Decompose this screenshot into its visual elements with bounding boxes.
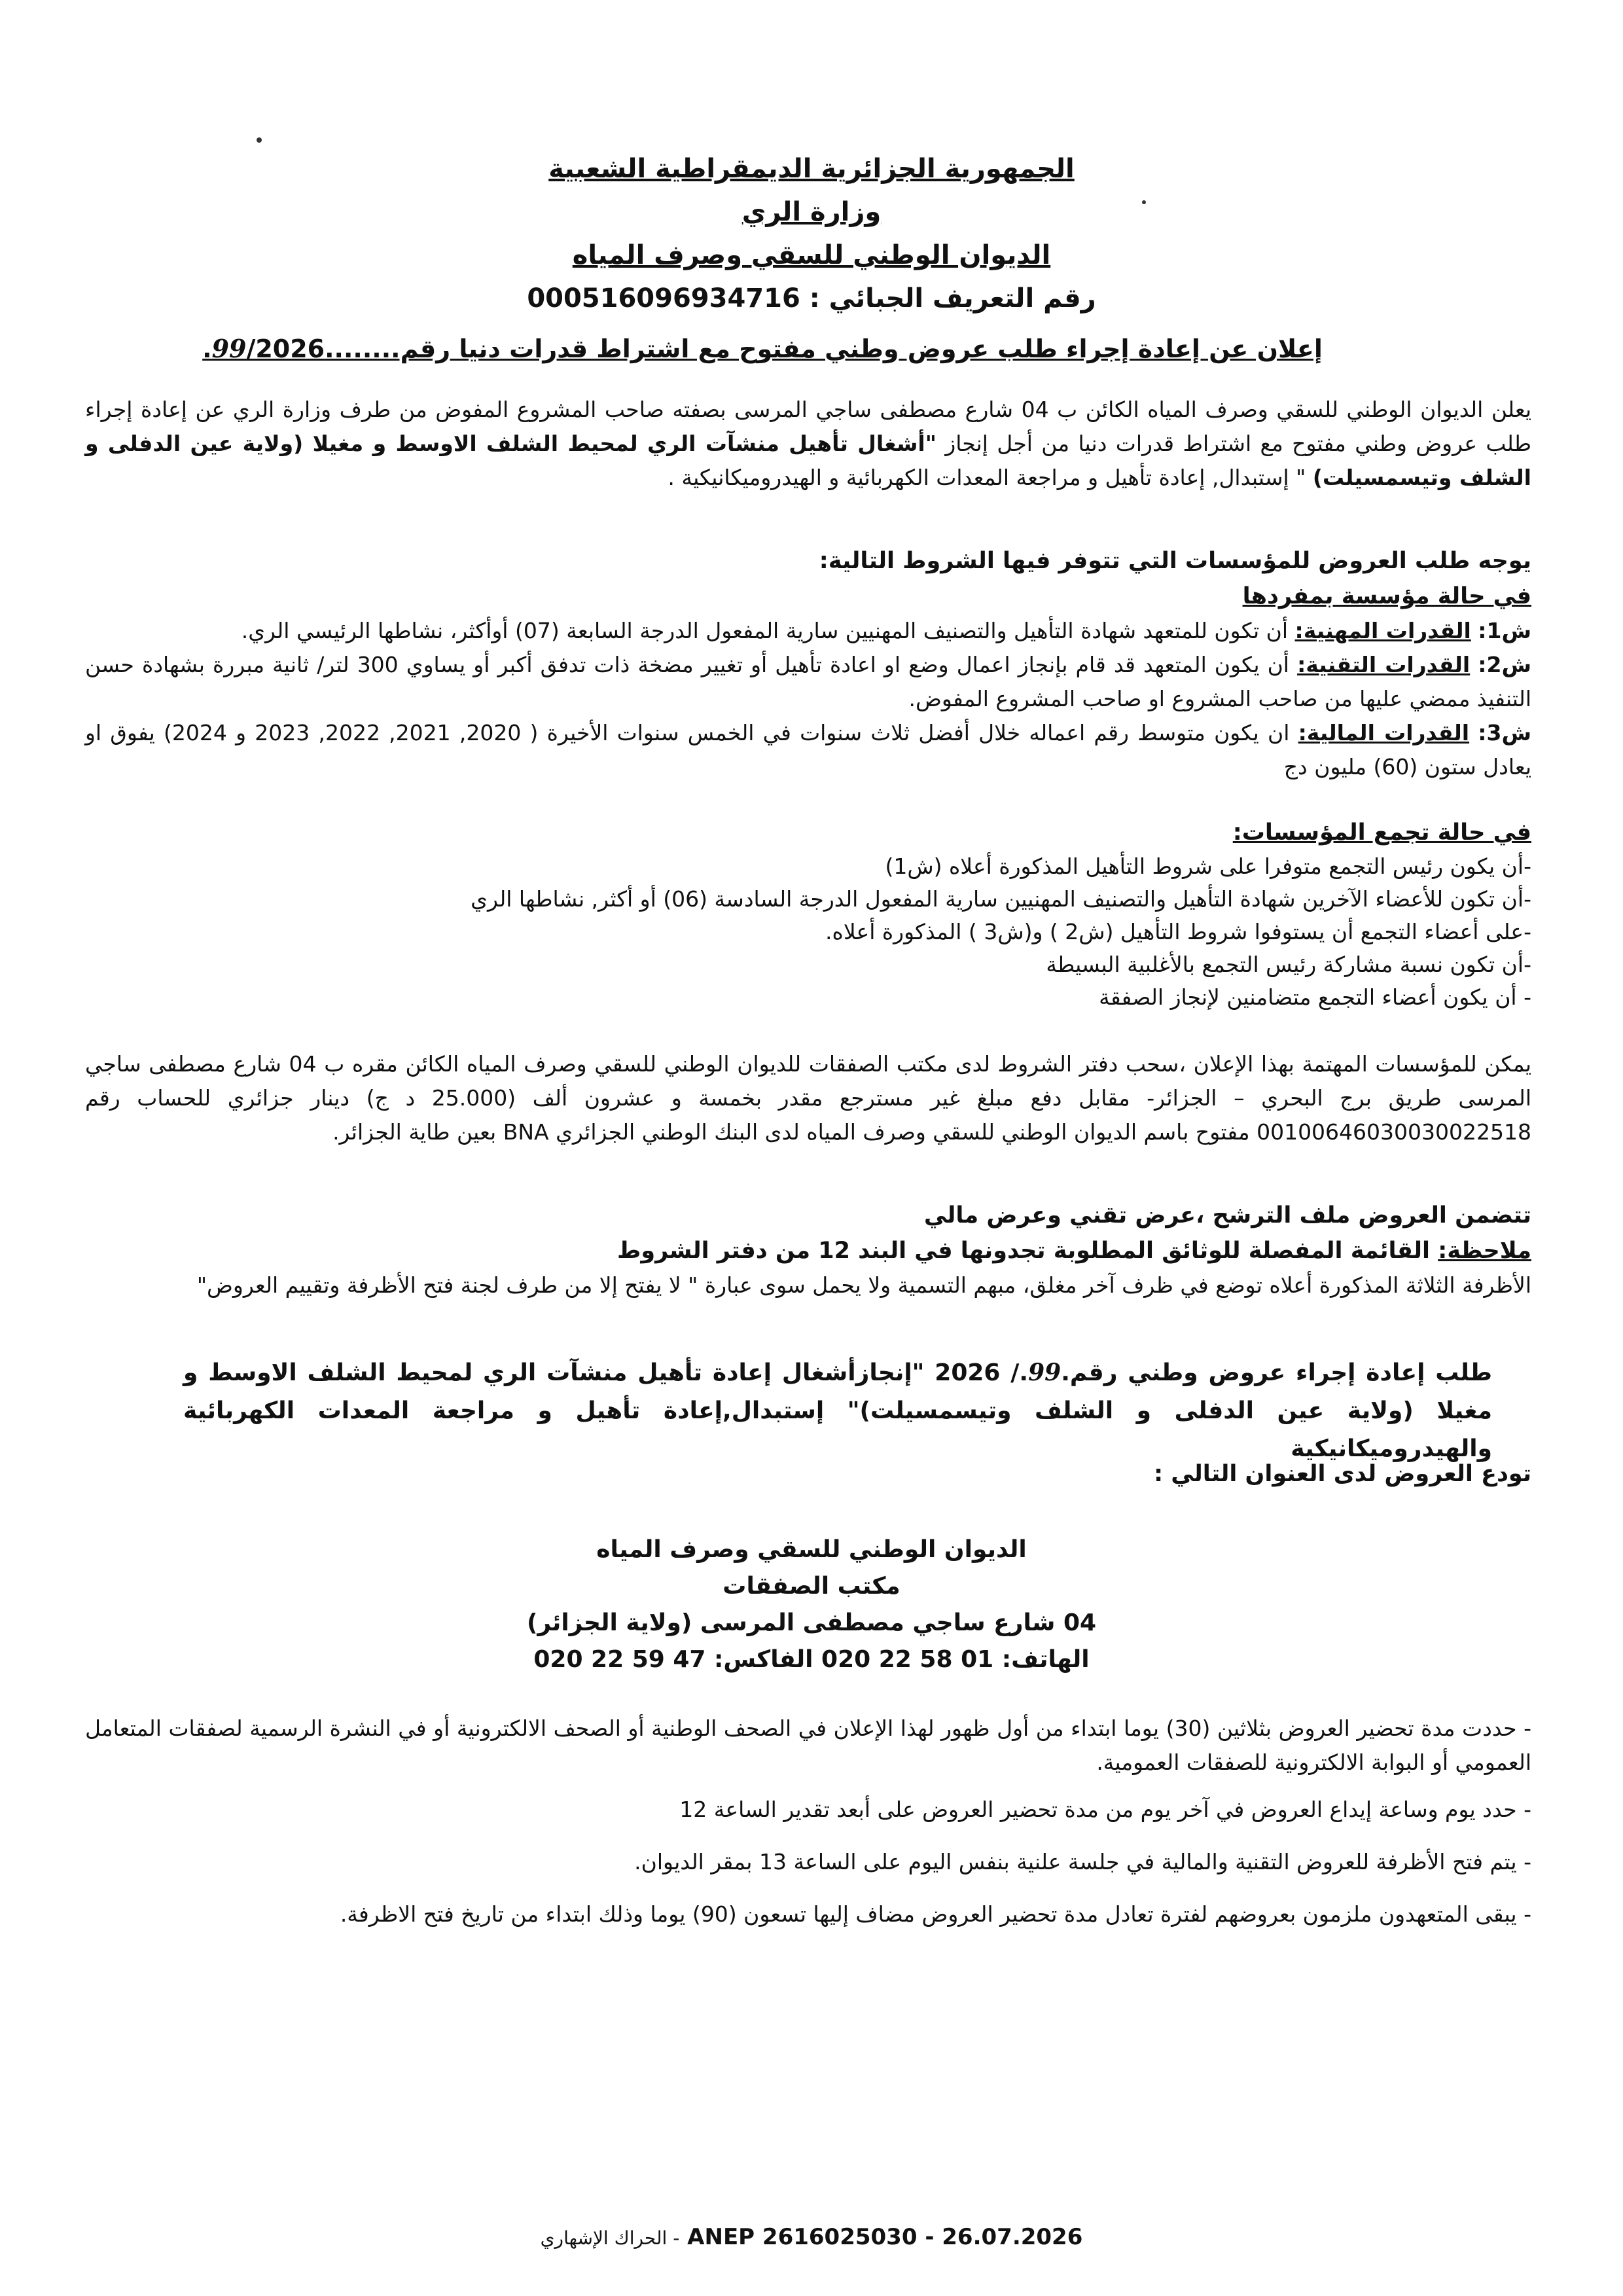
content-section	[85, 1198, 1531, 1302]
term-item: - يبقى المتعهدون ملزمون بعروضهم لفترة تعادل مدة تحضير العروض مضاف إليها تسعون (90) يوما وذلك ابتداء من تاريخ فتح الاظرفة.	[340, 1901, 1531, 1927]
term-item: - حدد يوم وساعة إيداع العروض في آخر يوم من مدة تحضير العروض على أبعد تقدير الساعة 12	[679, 1797, 1531, 1822]
announcement-title	[196, 334, 1329, 363]
condition-label: القدرات المالية:	[1298, 720, 1470, 745]
envelope-label-part-1: طلب إعادة إجراء عروض وطني رقم.	[1061, 1359, 1492, 1386]
submission-heading: تودع العروض لدى العنوان التالي :	[1154, 1461, 1531, 1487]
title-text: إعلان عن إعادة إجراء طلب عروض وطني مفتوح مع اشتراط قدرات دنيا رقم........	[325, 334, 1323, 363]
address-bureau: مكتب الصفقات	[722, 1573, 901, 1600]
term-item: - حددت مدة تحضير العروض بثلاثين (30) يوما ابتداء من أول ظهور لهذا الإعلان في الصحف الوطنية أو الصحف الالكترونية أو في النشرة الرسمية لصفقات المتعامل العمومي أو البوابة الالكترونية للصفقات العمومية.	[85, 1715, 1532, 1775]
conditions-heading: يوجه طلب العروض للمؤسسات التي تتوفر فيها الشروط التالية:	[819, 548, 1531, 574]
republic-name: الجمهورية الجزائرية الديمقراطية الشعبية	[548, 154, 1075, 184]
condition-item	[85, 716, 1531, 784]
group-condition: -على أعضاء التجمع أن يستوفوا شروط التأهيل (ش2 ) و(ش3 ) المذكورة أعلاه.	[825, 919, 1531, 944]
address-phone: الهاتف: 01 58 22 020 الفاكس: 47 59 22 020	[533, 1646, 1090, 1673]
tax-id-label: رقم التعريف الجبائي :	[809, 283, 1096, 314]
withdrawal-paragraph	[85, 1047, 1531, 1149]
single-company-heading: في حالة مؤسسة بمفردها	[1242, 583, 1531, 609]
envelope-label-text	[183, 1354, 1492, 1468]
title-number-handwritten: 99	[211, 334, 247, 363]
submission-address	[458, 1532, 1165, 1678]
ministry-name: وزارة الري	[741, 197, 882, 227]
group-heading: في حالة تجمع المؤسسات:	[1232, 819, 1531, 846]
condition-item	[85, 614, 1531, 648]
condition-label: القدرات التقنية:	[1297, 652, 1471, 677]
conditions-section	[85, 543, 1531, 784]
envelope-label-part-2: ./ 2026 "إنجازأشغال إعادة تأهيل منشآت الري لمحيط الشلف الاوسط و مغيلا (ولاية عين الدفلى و الشلف وتيسمسيلت)" إستبدال,إعادة تأهيل و مراجعة المعدات الكهربائية والهيدروميكانيكية	[183, 1359, 1492, 1462]
condition-text: ان يكون متوسط رقم اعماله خلال أفضل ثلاث سنوات في الخمس سنوات الأخيرة ( 2020, 2021, 2022, 2023 و 2024) يفوق او يعادل ستون (60) مليون دج	[85, 720, 1531, 780]
offer-contents: تتضمن العروض ملف الترشح ،عرض تقني وعرض مالي	[923, 1202, 1531, 1229]
note-label: ملاحظة:	[1438, 1238, 1531, 1264]
condition-item	[85, 648, 1531, 716]
condition-label: القدرات المهنية:	[1294, 618, 1471, 643]
intro-paragraph	[85, 393, 1531, 495]
condition-code: ش1:	[1478, 618, 1531, 643]
address-office: الديوان الوطني للسقي وصرف المياه	[596, 1536, 1027, 1563]
condition-text: أن تكون للمتعهد شهادة التأهيل والتصنيف المهنيين سارية المفعول الدرجة السابعة (07) أوأكثر، نشاطها الرئيسي الري.	[241, 618, 1289, 643]
intro-text-2: " إستبدال, إعادة تأهيل و مراجعة المعدات الكهربائية و الهيدروميكانيكية .	[668, 465, 1306, 490]
footer-label: الحراك الإشهاري -	[540, 2227, 680, 2249]
office-name: الديوان الوطني للسقي وصرف المياه	[572, 240, 1051, 270]
tax-id-row	[527, 283, 1096, 314]
scan-speck	[257, 137, 262, 143]
tax-id-value: 000516096934716	[527, 283, 800, 314]
address-street: 04 شارع ساجي مصطفى المرسى (ولاية الجزائر)	[526, 1609, 1097, 1636]
document-header	[0, 147, 1623, 320]
group-conditions-section	[85, 815, 1531, 1014]
condition-code: ش3:	[1478, 720, 1532, 745]
intro-text-1: يعلن الديوان الوطني للسقي وصرف المياه الكائن ب 04 شارع مصطفى ساجي المرسى بصفته صاحب المشروع المفوض من طرف وزارة الري عن إعادة إجراء طلب عروض وطني مفتوح مع اشتراط قدرات دنيا من أجل إنجاز	[85, 397, 1532, 456]
condition-code: ش2:	[1478, 652, 1531, 677]
group-condition: -أن تكون للأعضاء الآخرين شهادة التأهيل والتصنيف المهنيين سارية المفعول الدرجة السادسة (06) أو أكثر, نشاطها الري	[471, 886, 1531, 912]
group-condition: - أن يكون أعضاء التجمع متضامنين لإنجاز الصفقة	[1099, 984, 1531, 1010]
envelope-instructions: الأظرفة الثلاثة المذكورة أعلاه توضع في ظرف آخر مغلق، مبهم التسمية ولا يحمل سوى عبارة " لا يفتح إلا من طرف لجنة فتح الأظرفة وتقييم العروض"	[196, 1272, 1531, 1298]
term-item: - يتم فتح الأظرفة للعروض التقنية والمالية في جلسة علنية بنفس اليوم على الساعة 13 بمقر الديوان.	[634, 1849, 1531, 1874]
note-row	[85, 1233, 1531, 1268]
condition-text: أن يكون المتعهد قد قام بإنجاز اعمال وضع او اعادة تأهيل أو تغيير مضخة ذات تدفق أكبر أو يساوي 300 لتر/ ثانية مبررة بشهادة حسن التنفيذ ممضي عليها من صاحب المشروع او صاحب المشروع المفوض.	[85, 652, 1531, 711]
footer-reference: ANEP 2616025030 - 26.07.2026	[687, 2224, 1083, 2250]
publication-footer	[0, 2224, 1623, 2250]
envelope-number-handwritten: 99	[1028, 1359, 1061, 1386]
group-condition: -أن يكون رئيس التجمع متوفرا على شروط التأهيل المذكورة أعلاه (ش1)	[885, 853, 1531, 879]
withdrawal-text: يمكن للمؤسسات المهتمة بهذا الإعلان ،سحب دفتر الشروط لدى مكتب الصفقات للديوان الوطني للسقي وصرف المياه الكائن مقره ب 04 شارع مصطفى ساجي المرسى طريق برج البحري – الجزائر- مقابل دفع مبلغ غير مسترجع مقدر بخمسة و عشرون ألف (25.000 د ج) دينار جزائري للحساب رقم 00100646030030022518 مفتوح باسم الديوان الوطني للسقي وصرف المياه لدى البنك الوطني الجزائري BNA بعين طاية الجزائر.	[85, 1051, 1532, 1145]
terms-section	[85, 1712, 1531, 1931]
title-year: /2026.	[202, 334, 325, 363]
group-condition: -أن تكون نسبة مشاركة رئيس التجمع بالأغلبية البسيطة	[1046, 952, 1531, 977]
intro-project-name: "أشغال تأهيل منشآت الري لمحيط الشلف الاوسط و مغيلا (ولاية عين الدفلى و الشلف وتيسمسيلت)	[85, 431, 1531, 490]
note-text: القائمة المفصلة للوثائق المطلوبة تجدونها في البند 12 من دفتر الشروط	[616, 1238, 1431, 1264]
